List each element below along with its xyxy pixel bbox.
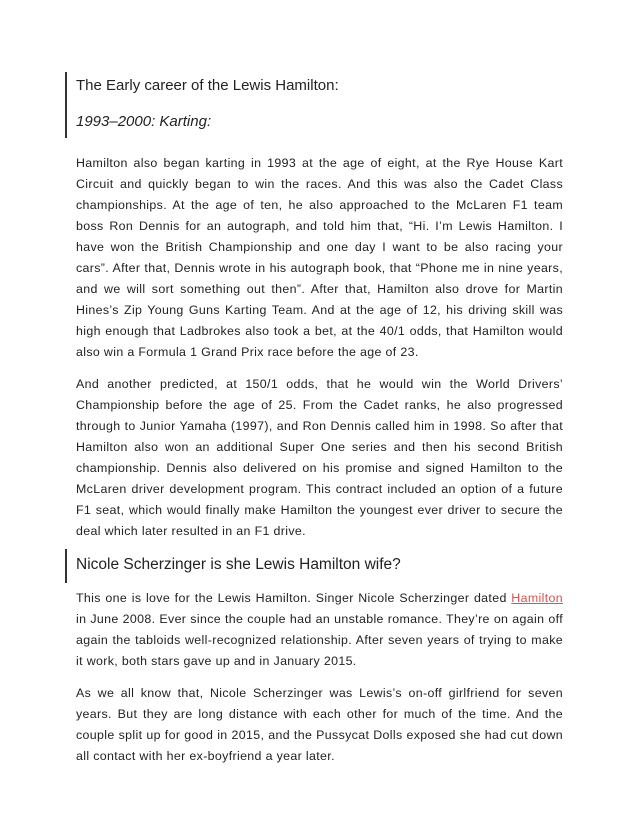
heading-karting: 1993–2000: Karting: xyxy=(76,113,212,130)
heading-left-rule xyxy=(65,549,67,583)
paragraph-karting-1: Hamilton also began karting in 1993 at the age of eight, at the Rye House Kart Circuit and quickly began to win the races. And this was also the Cadet Class championships. At the age of ten, he also approached to the McLaren F1 team boss Ron Dennis for an autograph, and told him that, “Hi. I’m Lewis Hamilton. I have won the British Championship and one day I want to be also racing your cars”. After that, Dennis wrote in his autograph book, that “Phone me in nine years, and we will sort something out then”. After that, Hamilton also drove for Martin Hines’s Zip Young Guns Karting Team. And at the age of 12, his driving skill was high enough that Ladbrokes also took a bet, at the 40/1 odds, that Hamilton would also win a Formula 1 Grand Prix race before the age of 23. xyxy=(76,156,563,359)
heading-wife: Nicole Scherzinger is she Lewis Hamilton wife? xyxy=(76,556,401,573)
heading-early-career: The Early career of the Lewis Hamilton: xyxy=(76,77,339,94)
heading-left-rule xyxy=(65,72,67,138)
paragraph-wife-1-after: in June 2008. Ever since the couple had an unstable romance. They’re on again off again the tabloids well-recognized relationship. After seven years of trying to make it work, both stars gave up and in January 2015. xyxy=(76,612,563,668)
section-heading-block xyxy=(76,70,563,132)
paragraph-wife-1 xyxy=(76,588,563,672)
paragraph-wife-2: As we all know that, Nicole Scherzinger was Lewis’s on-off girlfriend for seven years. But they are long distance with each other for much of the time. And the couple split up for good in 2015, and the Pussycat Dolls exposed she had cut down all contact with her ex-boyfriend a year later. xyxy=(76,686,563,763)
document-page xyxy=(76,70,563,767)
paragraph-wife-1-before: This one is love for the Lewis Hamilton. Singer Nicole Scherzinger dated xyxy=(76,591,512,605)
paragraph-karting-2: And another predicted, at 150/1 odds, that he would win the World Drivers’ Championship before the age of 25. From the Cadet ranks, he also progressed through to Junior Yamaha (1997), and Ron Dennis called him in 1998. So after that Hamilton also won an additional Super One series and then his second British championship. Dennis also delivered on his promise and signed Hamilton to the McLaren driver development program. This contract included an option of a future F1 seat, which would finally make Hamilton the youngest ever driver to secure the deal which later resulted in an F1 drive. xyxy=(76,377,563,538)
section-heading-wife-block xyxy=(76,547,563,575)
hamilton-link[interactable]: Hamilton xyxy=(511,591,563,605)
